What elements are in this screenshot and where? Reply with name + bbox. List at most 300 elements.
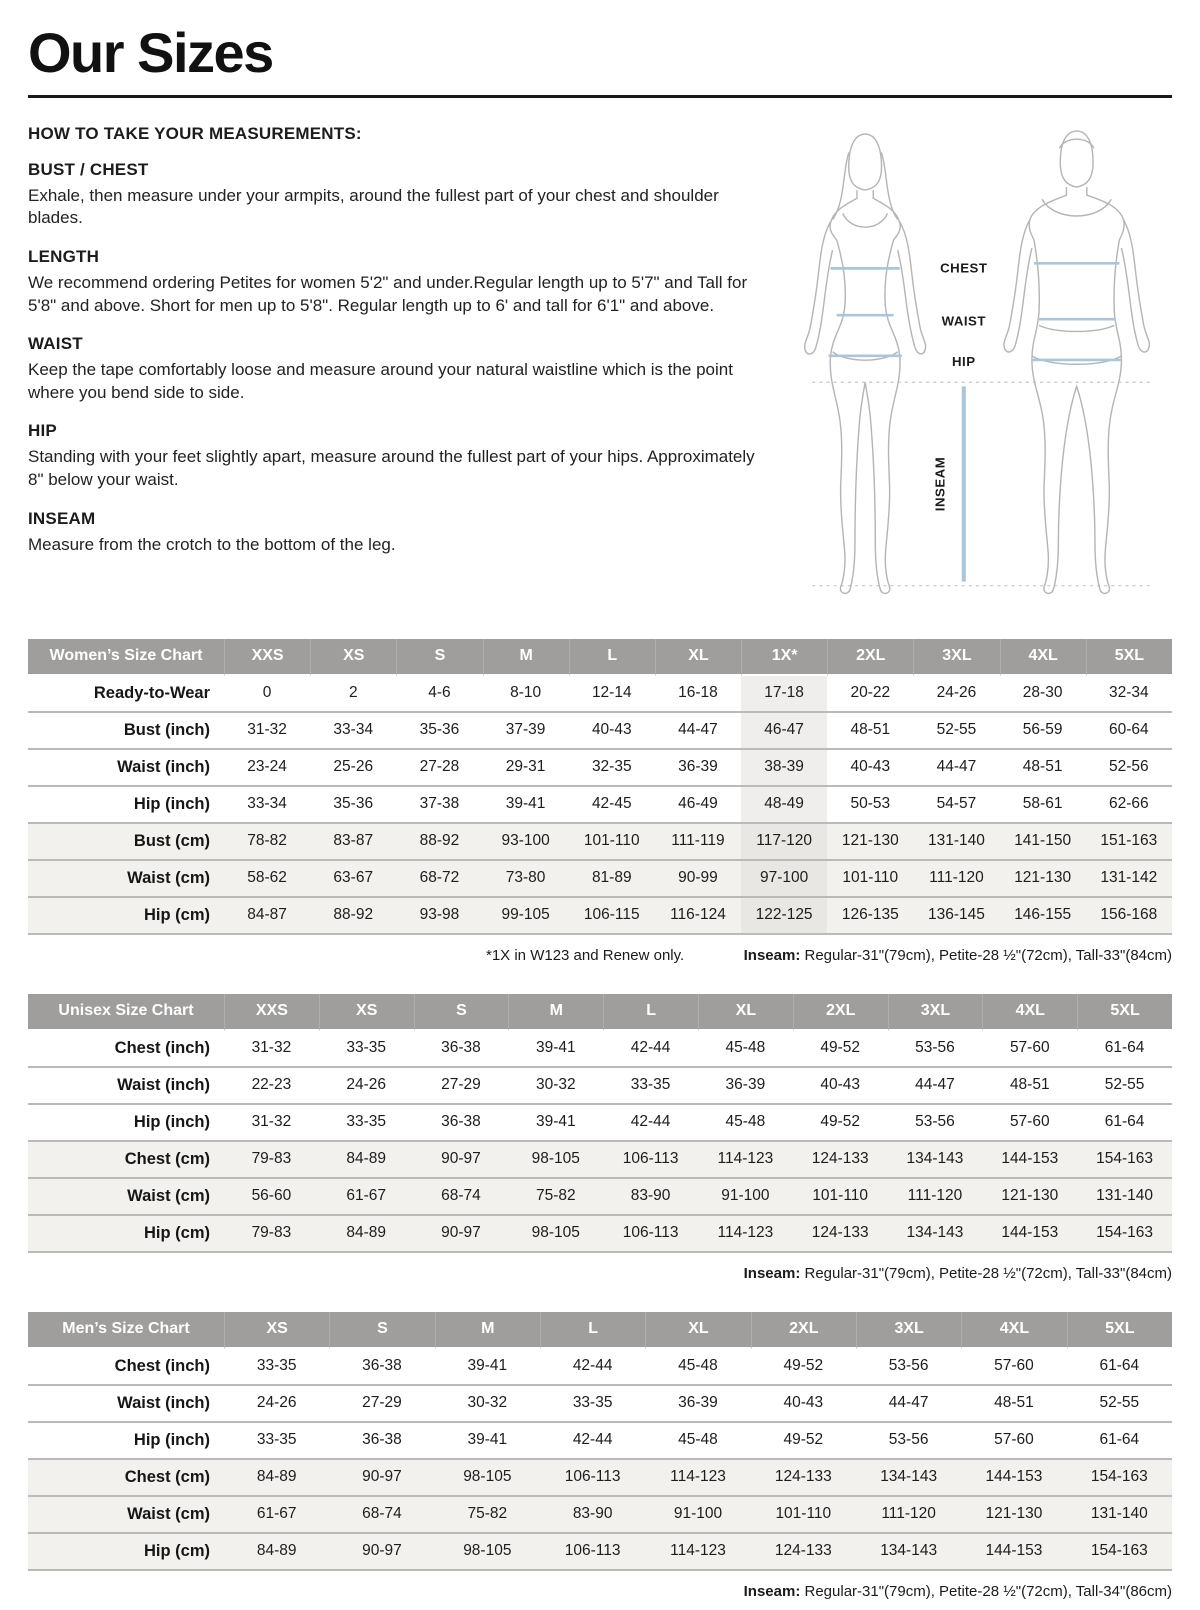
size-column-header: 4XL [961, 1312, 1066, 1349]
male-tank-neckline [1042, 199, 1111, 216]
size-cell: 36-39 [645, 1386, 750, 1423]
womens-size-chart-table [28, 639, 1172, 935]
size-cell: 27-28 [396, 750, 482, 787]
size-cell: 114-123 [698, 1142, 793, 1179]
size-cell: 68-74 [329, 1497, 434, 1534]
one-x-footnote: *1X in W123 and Renew only. [486, 946, 685, 964]
row-label: Hip (cm) [28, 1534, 224, 1571]
title-divider [28, 95, 1172, 98]
size-chart-row [28, 861, 1172, 898]
size-column-header: XS [319, 994, 414, 1031]
size-cell: 84-87 [224, 898, 310, 935]
size-cell: 40-43 [793, 1068, 888, 1105]
size-cell: 54-57 [913, 787, 999, 824]
size-cell: 46-47 [741, 713, 827, 750]
size-cell: 144-153 [961, 1534, 1066, 1571]
row-label: Chest (cm) [28, 1142, 224, 1179]
male-left-arm [1004, 219, 1032, 351]
size-column-header: XXS [224, 639, 310, 676]
size-cell: 57-60 [961, 1423, 1066, 1460]
size-cell: 52-55 [1077, 1068, 1172, 1105]
size-cell: 81-89 [569, 861, 655, 898]
instruction-title: INSEAM [28, 508, 96, 528]
instruction-body: Exhale, then measure under your armpits, around the fullest part of your chest and shoulder blades. [28, 185, 719, 228]
size-cell: 24-26 [224, 1386, 329, 1423]
size-cell: 4-6 [396, 676, 482, 713]
size-cell: 24-26 [319, 1068, 414, 1105]
size-cell: 61-67 [224, 1497, 329, 1534]
size-column-header: 1X* [741, 639, 827, 676]
size-cell: 33-35 [224, 1423, 329, 1460]
size-cell: 121-130 [827, 824, 913, 861]
row-label: Hip (cm) [28, 898, 224, 935]
size-cell: 0 [224, 676, 310, 713]
size-cell: 98-105 [435, 1534, 540, 1571]
size-cell: 33-35 [603, 1068, 698, 1105]
female-left-arm [805, 221, 833, 353]
size-cell: 30-32 [508, 1068, 603, 1105]
size-cell: 24-26 [913, 676, 999, 713]
row-label: Hip (inch) [28, 787, 224, 824]
size-cell: 56-59 [1000, 713, 1086, 750]
body-measurement-illustration [783, 126, 1171, 604]
size-column-header: S [329, 1312, 434, 1349]
instruction-title: HIP [28, 421, 57, 441]
size-cell: 42-44 [540, 1423, 645, 1460]
size-cell: 75-82 [508, 1179, 603, 1216]
size-cell: 134-143 [856, 1534, 961, 1571]
female-hair-right [881, 152, 897, 219]
size-cell: 23-24 [224, 750, 310, 787]
size-cell: 45-48 [698, 1031, 793, 1068]
instruction-body: Measure from the crotch to the bottom of the leg. [28, 534, 396, 554]
instruction-section-length [28, 247, 773, 317]
size-chart-header-row [28, 1312, 1172, 1349]
size-cell: 61-64 [1067, 1349, 1172, 1386]
row-label: Ready-to-Wear [28, 676, 224, 713]
size-cell: 33-35 [319, 1105, 414, 1142]
size-cell: 48-51 [1000, 750, 1086, 787]
size-cell: 12-14 [569, 676, 655, 713]
inseam-footnote-label: Inseam: [743, 946, 801, 964]
size-cell: 144-153 [961, 1460, 1066, 1497]
size-cell: 20-22 [827, 676, 913, 713]
size-cell: 131-142 [1086, 861, 1172, 898]
inseam-footnote-text: Regular-31"(79cm), Petite-28 ½"(72cm), Tall-34"(86cm) [800, 1582, 1172, 1600]
womens-chart-footnotes [28, 947, 1172, 964]
row-label: Waist (cm) [28, 1497, 224, 1534]
size-cell: 99-105 [483, 898, 569, 935]
female-head-outline [849, 134, 882, 190]
chart-title-cell: Unisex Size Chart [28, 994, 224, 1031]
size-cell: 106-113 [603, 1216, 698, 1253]
size-cell: 45-48 [698, 1105, 793, 1142]
inseam-footnote-text: Regular-31"(79cm), Petite-28 ½"(72cm), Tall-33"(84cm) [800, 1264, 1172, 1282]
size-column-header: 4XL [982, 994, 1077, 1031]
size-cell: 90-97 [329, 1460, 434, 1497]
row-label: Waist (inch) [28, 1068, 224, 1105]
size-cell: 53-56 [856, 1349, 961, 1386]
size-cell: 44-47 [913, 750, 999, 787]
size-cell: 49-52 [751, 1423, 856, 1460]
mens-size-chart-block [28, 1312, 1172, 1600]
size-cell: 53-56 [888, 1105, 983, 1142]
size-cell: 101-110 [569, 824, 655, 861]
size-cell: 42-44 [540, 1349, 645, 1386]
size-column-header: XL [655, 639, 741, 676]
row-label: Waist (cm) [28, 861, 224, 898]
size-cell: 151-163 [1086, 824, 1172, 861]
size-cell: 84-89 [319, 1142, 414, 1179]
size-cell: 42-44 [603, 1105, 698, 1142]
instruction-body: We recommend ordering Petites for women 5'2" and under.Regular length up to 5'7" and Tall for 5'8" and above. Short for men up to 5'8". Regular length up to 6' and tall for 6'1" and above. [28, 273, 748, 315]
size-cell: 60-64 [1086, 713, 1172, 750]
size-cell: 49-52 [793, 1031, 888, 1068]
size-chart-row [28, 898, 1172, 935]
size-cell: 52-56 [1086, 750, 1172, 787]
inseam-label: INSEAM [932, 456, 948, 512]
size-column-header: XL [645, 1312, 750, 1349]
womens-size-chart-block [28, 639, 1172, 964]
size-chart-row [28, 1534, 1172, 1571]
waist-label: WAIST [941, 313, 986, 329]
size-cell: 61-64 [1077, 1105, 1172, 1142]
size-chart-row [28, 1423, 1172, 1460]
size-cell: 39-41 [483, 787, 569, 824]
size-cell: 101-110 [793, 1179, 888, 1216]
size-cell: 27-29 [329, 1386, 434, 1423]
size-cell: 37-38 [396, 787, 482, 824]
row-label: Hip (inch) [28, 1423, 224, 1460]
size-cell: 114-123 [698, 1216, 793, 1253]
size-cell: 116-124 [655, 898, 741, 935]
size-cell: 106-115 [569, 898, 655, 935]
size-cell: 98-105 [435, 1460, 540, 1497]
instructions-column [28, 124, 783, 573]
size-cell: 48-49 [741, 787, 827, 824]
size-cell: 40-43 [751, 1386, 856, 1423]
size-cell: 53-56 [888, 1031, 983, 1068]
size-cell: 48-51 [982, 1068, 1077, 1105]
size-column-header: 4XL [1000, 639, 1086, 676]
size-cell: 121-130 [982, 1179, 1077, 1216]
instruction-body: Standing with your feet slightly apart, measure around the fullest part of your hips. Approximately 8" below your waist. [28, 447, 755, 490]
size-cell: 29-31 [483, 750, 569, 787]
size-column-header: XL [698, 994, 793, 1031]
size-cell: 42-44 [603, 1031, 698, 1068]
size-cell: 30-32 [435, 1386, 540, 1423]
size-chart-row [28, 1386, 1172, 1423]
size-cell: 144-153 [982, 1216, 1077, 1253]
size-cell: 83-90 [540, 1497, 645, 1534]
size-cell: 48-51 [961, 1386, 1066, 1423]
size-cell: 33-34 [310, 713, 396, 750]
size-column-header: 3XL [888, 994, 983, 1031]
size-chart-header-row [28, 994, 1172, 1031]
size-cell: 48-51 [827, 713, 913, 750]
size-cell: 27-29 [414, 1068, 509, 1105]
male-figure-illustration [1004, 131, 1149, 593]
size-cell: 114-123 [645, 1534, 750, 1571]
size-cell: 49-52 [793, 1105, 888, 1142]
size-chart-row [28, 1460, 1172, 1497]
inseam-footnote-text: Regular-31"(79cm), Petite-28 ½"(72cm), Tall-33"(84cm) [800, 946, 1172, 964]
size-cell: 90-97 [414, 1216, 509, 1253]
size-cell: 134-143 [856, 1460, 961, 1497]
size-column-header: 2XL [751, 1312, 856, 1349]
hip-label: HIP [951, 353, 976, 369]
chest-label: CHEST [940, 260, 988, 276]
unisex-size-chart-table [28, 994, 1172, 1253]
size-cell: 57-60 [982, 1031, 1077, 1068]
size-cell: 50-53 [827, 787, 913, 824]
size-cell: 90-99 [655, 861, 741, 898]
size-column-header: 3XL [913, 639, 999, 676]
size-cell: 37-39 [483, 713, 569, 750]
size-cell: 39-41 [435, 1423, 540, 1460]
size-cell: 45-48 [645, 1349, 750, 1386]
size-chart-row [28, 1349, 1172, 1386]
female-body-outline [830, 190, 900, 593]
size-column-header: 5XL [1067, 1312, 1172, 1349]
size-cell: 144-153 [982, 1142, 1077, 1179]
size-cell: 111-120 [888, 1179, 983, 1216]
size-cell: 44-47 [655, 713, 741, 750]
size-chart-header-row [28, 639, 1172, 676]
size-cell: 39-41 [508, 1031, 603, 1068]
female-top-neckline [843, 213, 888, 227]
size-chart-row [28, 1179, 1172, 1216]
row-label: Chest (inch) [28, 1349, 224, 1386]
size-cell: 44-47 [856, 1386, 961, 1423]
row-label: Bust (inch) [28, 713, 224, 750]
size-chart-row [28, 713, 1172, 750]
size-cell: 33-35 [540, 1386, 645, 1423]
instruction-section-inseam [28, 509, 773, 557]
size-cell: 63-67 [310, 861, 396, 898]
size-cell: 126-135 [827, 898, 913, 935]
size-cell: 90-97 [414, 1142, 509, 1179]
female-figure-illustration [805, 134, 926, 593]
size-cell: 154-163 [1077, 1216, 1172, 1253]
size-cell: 52-55 [1067, 1386, 1172, 1423]
size-cell: 40-43 [569, 713, 655, 750]
size-cell: 58-62 [224, 861, 310, 898]
size-column-header: M [483, 639, 569, 676]
size-cell: 90-97 [329, 1534, 434, 1571]
size-column-header: XS [224, 1312, 329, 1349]
measurement-instructions-section [28, 124, 1172, 609]
instruction-section-bust-chest [28, 160, 773, 230]
size-column-header: 2XL [827, 639, 913, 676]
size-cell: 154-163 [1067, 1460, 1172, 1497]
male-right-arm [1121, 219, 1149, 351]
size-cell: 68-72 [396, 861, 482, 898]
female-measure-lines [829, 268, 902, 355]
size-column-header: 2XL [793, 994, 888, 1031]
size-cell: 16-18 [655, 676, 741, 713]
size-cell: 36-39 [698, 1068, 793, 1105]
size-cell: 49-52 [751, 1349, 856, 1386]
instructions-heading: HOW TO TAKE YOUR MEASUREMENTS: [28, 123, 362, 143]
size-cell: 32-34 [1086, 676, 1172, 713]
size-cell: 79-83 [224, 1216, 319, 1253]
size-cell: 35-36 [396, 713, 482, 750]
size-cell: 141-150 [1000, 824, 1086, 861]
female-right-arm [898, 221, 926, 353]
instruction-title: WAIST [28, 334, 83, 354]
size-cell: 121-130 [961, 1497, 1066, 1534]
size-cell: 124-133 [793, 1142, 888, 1179]
size-cell: 84-89 [224, 1460, 329, 1497]
row-label: Waist (cm) [28, 1179, 224, 1216]
size-cell: 114-123 [645, 1460, 750, 1497]
size-column-header: L [569, 639, 655, 676]
size-cell: 101-110 [751, 1497, 856, 1534]
size-cell: 39-41 [508, 1105, 603, 1142]
size-cell: 75-82 [435, 1497, 540, 1534]
size-cell: 36-38 [329, 1423, 434, 1460]
size-cell: 58-61 [1000, 787, 1086, 824]
size-cell: 35-36 [310, 787, 396, 824]
size-cell: 122-125 [741, 898, 827, 935]
size-cell: 131-140 [1067, 1497, 1172, 1534]
size-cell: 56-60 [224, 1179, 319, 1216]
instruction-title: BUST / CHEST [28, 159, 149, 179]
size-cell: 22-23 [224, 1068, 319, 1105]
size-cell: 93-98 [396, 898, 482, 935]
mens-inseam-footnote [744, 1583, 1172, 1600]
size-chart-row [28, 1105, 1172, 1142]
size-chart-row [28, 787, 1172, 824]
size-cell: 124-133 [751, 1534, 856, 1571]
inseam-footnote-label: Inseam: [743, 1264, 801, 1282]
unisex-chart-footnotes [28, 1265, 1172, 1282]
row-label: Hip (cm) [28, 1216, 224, 1253]
size-cell: 36-38 [414, 1031, 509, 1068]
instruction-section-hip [28, 421, 773, 491]
row-label: Chest (cm) [28, 1460, 224, 1497]
size-cell: 42-45 [569, 787, 655, 824]
size-chart-row [28, 1216, 1172, 1253]
size-cell: 28-30 [1000, 676, 1086, 713]
size-cell: 98-105 [508, 1216, 603, 1253]
womens-inseam-footnote [744, 947, 1172, 964]
size-cell: 83-87 [310, 824, 396, 861]
size-cell: 33-34 [224, 787, 310, 824]
size-cell: 88-92 [310, 898, 396, 935]
size-cell: 45-48 [645, 1423, 750, 1460]
size-cell: 154-163 [1067, 1534, 1172, 1571]
size-chart-row [28, 1142, 1172, 1179]
inseam-footnote-label: Inseam: [743, 1582, 801, 1600]
size-cell: 8-10 [483, 676, 569, 713]
size-cell: 121-130 [1000, 861, 1086, 898]
size-chart-row [28, 824, 1172, 861]
size-column-header: 5XL [1086, 639, 1172, 676]
size-chart-row [28, 750, 1172, 787]
size-cell: 156-168 [1086, 898, 1172, 935]
size-cell: 68-74 [414, 1179, 509, 1216]
size-cell: 40-43 [827, 750, 913, 787]
size-column-header: M [435, 1312, 540, 1349]
size-cell: 52-55 [913, 713, 999, 750]
size-cell: 97-100 [741, 861, 827, 898]
row-label: Chest (inch) [28, 1031, 224, 1068]
page-title: Our Sizes [28, 21, 273, 84]
size-cell: 36-38 [329, 1349, 434, 1386]
female-hair-left [833, 152, 849, 219]
size-cell: 106-113 [540, 1534, 645, 1571]
size-cell: 33-35 [319, 1031, 414, 1068]
unisex-size-chart-block [28, 994, 1172, 1282]
size-cell: 17-18 [741, 676, 827, 713]
male-tank-hem [1039, 325, 1114, 331]
size-cell: 31-32 [224, 713, 310, 750]
instruction-body: Keep the tape comfortably loose and measure around your natural waistline which is the point where you bend side to side. [28, 360, 733, 402]
size-cell: 83-90 [603, 1179, 698, 1216]
size-cell: 84-89 [224, 1534, 329, 1571]
mens-size-chart-table [28, 1312, 1172, 1571]
chart-title-cell: Men’s Size Chart [28, 1312, 224, 1349]
size-column-header: S [414, 994, 509, 1031]
size-chart-row [28, 676, 1172, 713]
size-chart-row [28, 1497, 1172, 1534]
size-column-header: M [508, 994, 603, 1031]
size-cell: 31-32 [224, 1105, 319, 1142]
size-chart-row [28, 1068, 1172, 1105]
size-cell: 111-120 [856, 1497, 961, 1534]
size-cell: 46-49 [655, 787, 741, 824]
size-cell: 91-100 [698, 1179, 793, 1216]
size-cell: 84-89 [319, 1216, 414, 1253]
size-cell: 61-67 [319, 1179, 414, 1216]
size-cell: 32-35 [569, 750, 655, 787]
size-cell: 93-100 [483, 824, 569, 861]
size-cell: 36-38 [414, 1105, 509, 1142]
row-label: Hip (inch) [28, 1105, 224, 1142]
male-measure-lines [1032, 263, 1121, 360]
row-label: Waist (inch) [28, 1386, 224, 1423]
male-body-outline [1029, 187, 1124, 593]
size-cell: 106-113 [603, 1142, 698, 1179]
size-cell: 88-92 [396, 824, 482, 861]
size-cell: 57-60 [982, 1105, 1077, 1142]
size-cell: 131-140 [1077, 1179, 1172, 1216]
size-cell: 61-64 [1077, 1031, 1172, 1068]
size-cell: 146-155 [1000, 898, 1086, 935]
row-label: Bust (cm) [28, 824, 224, 861]
size-cell: 78-82 [224, 824, 310, 861]
size-cell: 154-163 [1077, 1142, 1172, 1179]
chart-title-cell: Women’s Size Chart [28, 639, 224, 676]
instruction-title: LENGTH [28, 247, 100, 267]
size-cell: 106-113 [540, 1460, 645, 1497]
size-cell: 124-133 [793, 1216, 888, 1253]
size-cell: 79-83 [224, 1142, 319, 1179]
size-cell: 2 [310, 676, 396, 713]
size-cell: 39-41 [435, 1349, 540, 1386]
size-column-header: 5XL [1077, 994, 1172, 1031]
size-chart-row [28, 1031, 1172, 1068]
size-cell: 101-110 [827, 861, 913, 898]
size-cell: 73-80 [483, 861, 569, 898]
measurement-diagram [783, 126, 1171, 609]
size-cell: 61-64 [1067, 1423, 1172, 1460]
size-cell: 124-133 [751, 1460, 856, 1497]
size-cell: 131-140 [913, 824, 999, 861]
size-column-header: XXS [224, 994, 319, 1031]
